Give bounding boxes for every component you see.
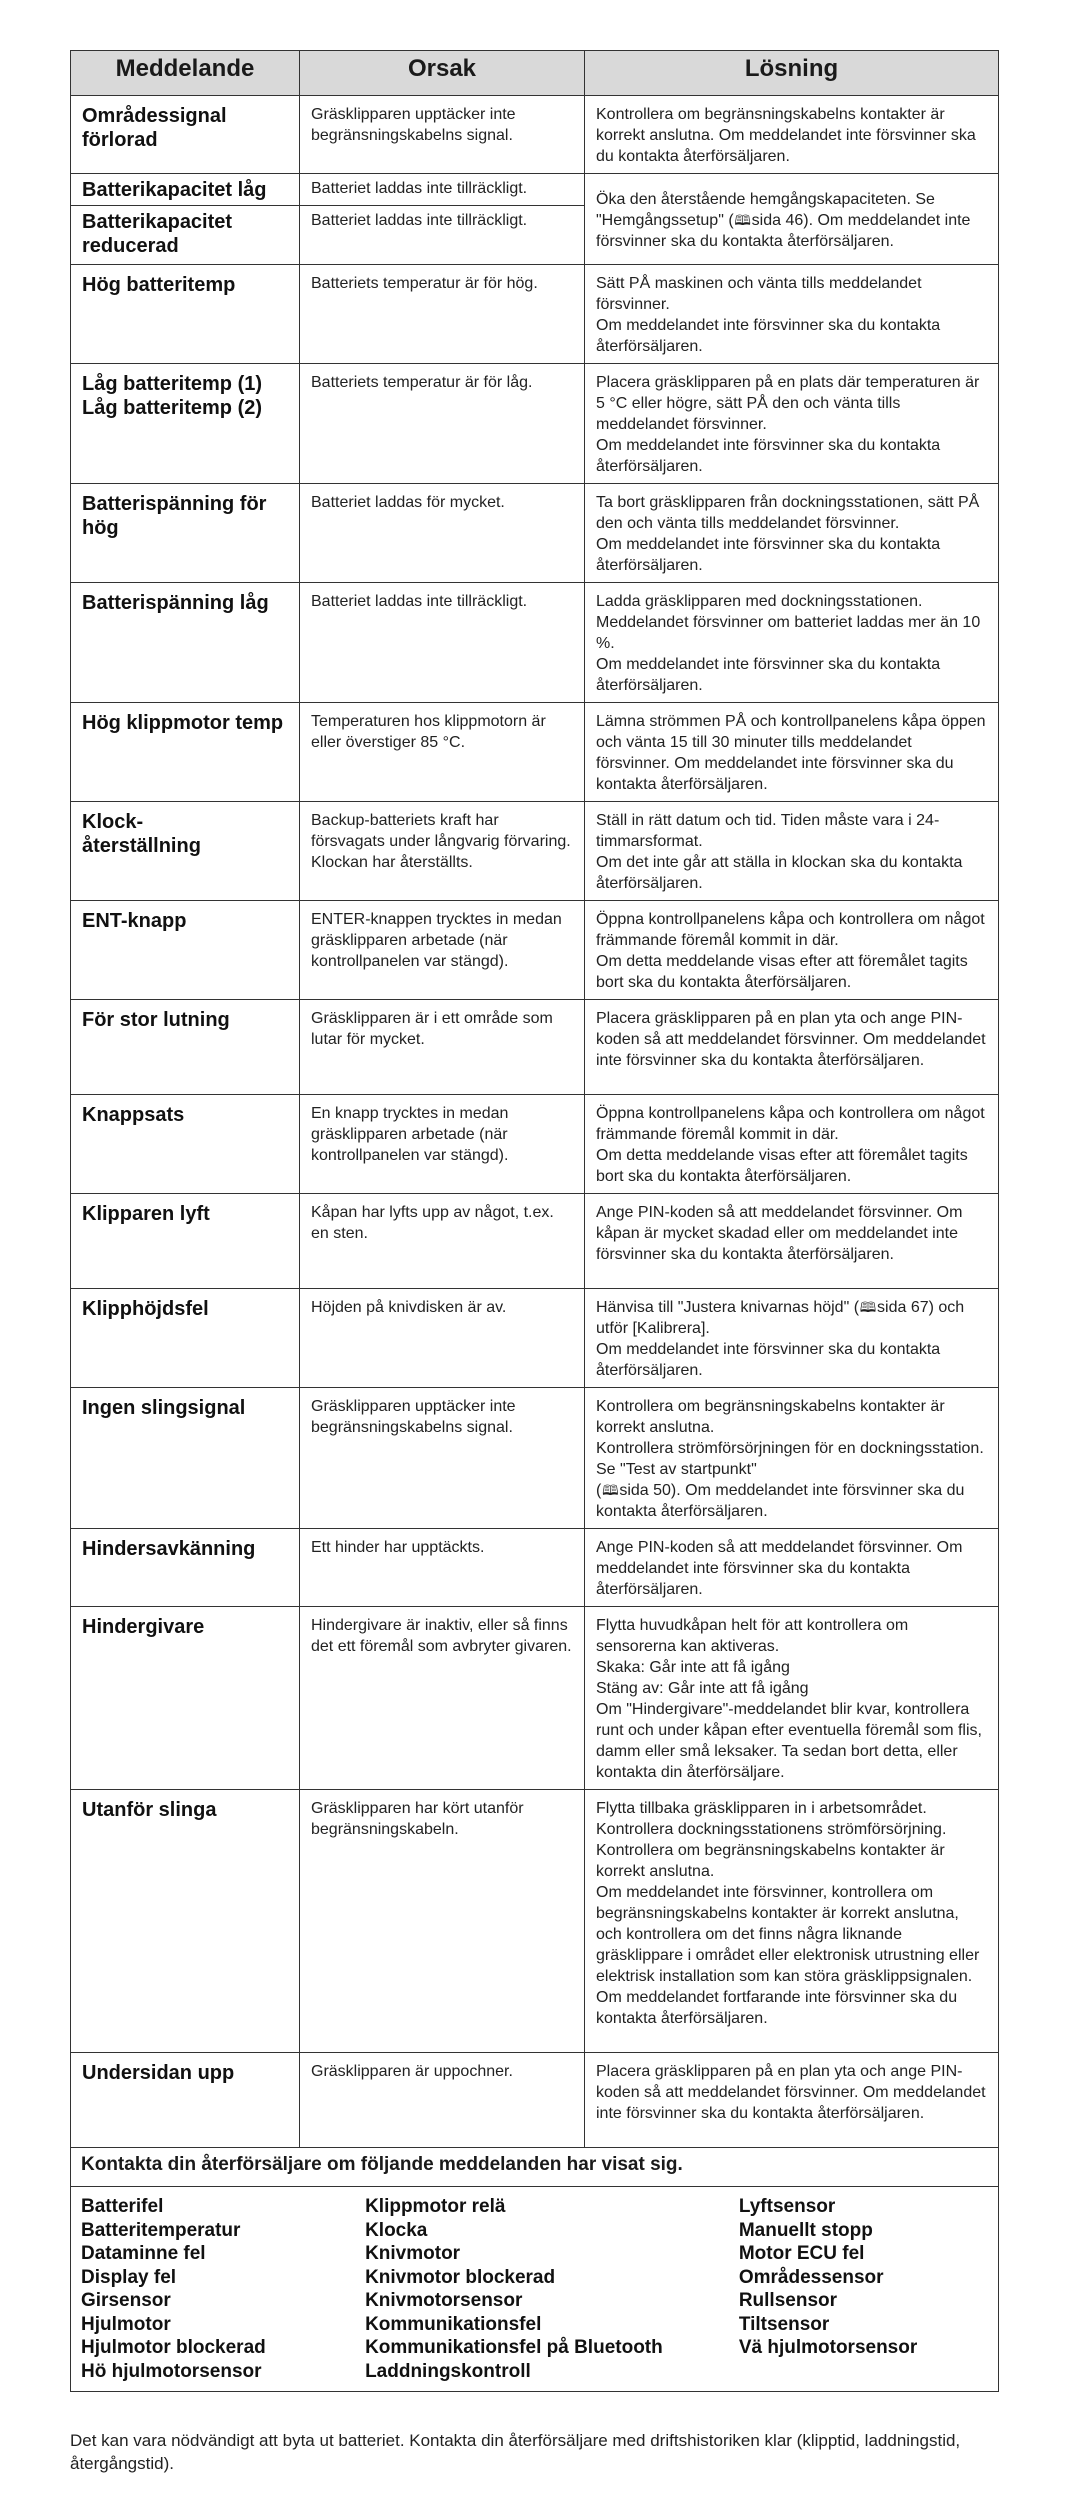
table-row xyxy=(71,1529,999,1607)
message-solution: Placera gräsklipparen på en plats där temperaturen är 5 °C eller högre, sätt PÅ den och vänta tills meddelandet försvinner. Om meddelandet inte försvinner ska du kontakta återförsäljaren. xyxy=(585,364,999,484)
table-row xyxy=(71,1000,999,1095)
message-solution: Öppna kontrollpanelens kåpa och kontrollera om något främmande föremål kommit in där. Om detta meddelande visas efter att föremålet tagits bort ska du kontakta återförsäljaren. xyxy=(585,1095,999,1194)
message-name: Batterikapacitet reducerad xyxy=(71,206,300,265)
book-icon: 🕮 xyxy=(734,211,751,228)
contact-heading-row xyxy=(71,2148,999,2187)
list-item: Vä hjulmotorsensor xyxy=(738,2337,918,2358)
list-item: Knivmotorsensor xyxy=(365,2290,523,2311)
list-item: Tiltsensor xyxy=(738,2313,830,2335)
header-solution: Lösning xyxy=(585,51,999,96)
table-row xyxy=(71,364,999,484)
table-row xyxy=(71,265,999,364)
list-item: Dataminne fel xyxy=(81,2243,206,2264)
message-cause: Gräsklipparen är i ett område som lutar för mycket. xyxy=(300,1000,585,1095)
message-solution: Sätt PÅ maskinen och vänta tills meddelandet försvinner. Om meddelandet inte försvinner ska du kontakta återförsäljaren. xyxy=(585,265,999,364)
list-item: Motor ECU fel xyxy=(738,2243,865,2264)
table-row xyxy=(71,1790,999,2053)
message-solution: Öka den återstående hemgångskapaciteten. Se "Hemgångssetup" (🕮sida 46). Om meddelandet inte försvinner ska du kontakta återförsäljaren. xyxy=(585,174,999,265)
message-solution: Kontrollera om begränsningskabelns kontakter är korrekt anslutna. Kontrollera strömförsörjningen för en dockningsstation. Se "Test av startpunkt" (🕮sida 50). Om meddelandet inte försvinner ska du kontakta återförsäljaren. xyxy=(585,1388,999,1529)
message-name: Batterispänning låg xyxy=(71,583,300,703)
message-cause: Gräsklipparen har kört utanför begränsningskabeln. xyxy=(300,1790,585,2053)
list-item: Klocka xyxy=(365,2219,428,2241)
list-item: Knivmotor blockerad xyxy=(365,2266,556,2288)
list-item: Knivmotor xyxy=(365,2243,461,2264)
list-item: Klippmotor relä xyxy=(365,2196,506,2217)
message-name: Låg batteritemp (1) Låg batteritemp (2) xyxy=(71,364,300,484)
table-row xyxy=(71,901,999,1000)
contact-lists xyxy=(71,2187,999,2392)
message-name: Hög klippmotor temp xyxy=(71,703,300,802)
message-cause: ENTER-knappen trycktes in medan gräsklipparen arbetade (när kontrollpanelen var stängd). xyxy=(300,901,585,1000)
message-solution: Ta bort gräsklipparen från dockningsstationen, sätt PÅ den och vänta tills meddelandet försvinner. Om meddelandet inte försvinner ska du kontakta återförsäljaren. xyxy=(585,484,999,583)
message-name: Batterispänning för hög xyxy=(71,484,300,583)
table-row xyxy=(71,1388,999,1529)
message-name: Hindersavkänning xyxy=(71,1529,300,1607)
message-cause: Hindergivare är inaktiv, eller så finns det ett föremål som avbryter givaren. xyxy=(300,1607,585,1790)
list-item: Batterifel xyxy=(81,2196,164,2217)
table-row xyxy=(71,703,999,802)
message-cause: Batteriet laddas inte tillräckligt. xyxy=(300,583,585,703)
table-row xyxy=(71,802,999,901)
message-name: Knappsats xyxy=(71,1095,300,1194)
message-table xyxy=(70,50,999,2392)
message-cause: Batteriet laddas för mycket. xyxy=(300,484,585,583)
message-name: Batterikapacitet låg xyxy=(71,174,300,206)
table-row xyxy=(71,96,999,174)
message-cause: Batteriets temperatur är för hög. xyxy=(300,265,585,364)
list-item: Hö hjulmotorsensor xyxy=(81,2360,262,2382)
list-item: Batteritemperatur xyxy=(81,2219,241,2241)
list-item: Laddningskontroll xyxy=(365,2360,531,2382)
contact-list-1 xyxy=(81,2195,365,2383)
table-row xyxy=(71,1095,999,1194)
list-item: Områdessensor xyxy=(738,2266,884,2288)
contact-list-3 xyxy=(739,2195,988,2383)
message-cause: Gräsklipparen upptäcker inte begränsningskabelns signal. xyxy=(300,96,585,174)
message-solution: Ställ in rätt datum och tid. Tiden måste vara i 24-timmarsformat. Om det inte går att ställa in klockan ska du kontakta återförsäljaren. xyxy=(585,802,999,901)
contact-list-row xyxy=(71,2187,999,2392)
table-row xyxy=(71,1289,999,1388)
list-item: Girsensor xyxy=(81,2290,171,2311)
message-name: ENT-knapp xyxy=(71,901,300,1000)
table-row xyxy=(71,2053,999,2148)
list-item: Manuellt stopp xyxy=(738,2219,873,2241)
book-icon: 🕮 xyxy=(602,1482,619,1498)
message-solution: Ange PIN-koden så att meddelandet försvinner. Om meddelandet inte försvinner ska du kontakta återförsäljaren. xyxy=(585,1529,999,1607)
message-cause: Kåpan har lyfts upp av något, t.ex. en sten. xyxy=(300,1194,585,1289)
message-name: För stor lutning xyxy=(71,1000,300,1095)
message-name: Hindergivare xyxy=(71,1607,300,1790)
list-item: Rullsensor xyxy=(738,2290,838,2311)
list-item: Kommunikationsfel på Bluetooth xyxy=(365,2337,663,2358)
list-item: Lyftsensor xyxy=(738,2196,836,2217)
contact-list-2 xyxy=(365,2195,739,2383)
header-message: Meddelande xyxy=(71,51,300,96)
list-item: Display fel xyxy=(81,2266,177,2288)
message-solution: Ange PIN-koden så att meddelandet försvinner. Om kåpan är mycket skadad eller om meddelandet inte försvinner ska du kontakta återförsäljaren. xyxy=(585,1194,999,1289)
list-item: Hjulmotor xyxy=(81,2313,171,2335)
message-solution: Placera gräsklipparen på en plan yta och ange PIN-koden så att meddelandet försvinner. Om meddelandet inte försvinner ska du kontakta återförsäljaren. xyxy=(585,2053,999,2148)
message-solution: Kontrollera om begränsningskabelns kontakter är korrekt anslutna. Om meddelandet inte försvinner ska du kontakta återförsäljaren. xyxy=(585,96,999,174)
message-solution: Öppna kontrollpanelens kåpa och kontrollera om något främmande föremål kommit in där. Om detta meddelande visas efter att föremålet tagits bort ska du kontakta återförsäljaren. xyxy=(585,901,999,1000)
message-name: Områdessignal förlorad xyxy=(71,96,300,174)
message-cause: Gräsklipparen upptäcker inte begränsningskabelns signal. xyxy=(300,1388,585,1529)
message-name: Klock- återställning xyxy=(71,802,300,901)
message-name: Klipparen lyft xyxy=(71,1194,300,1289)
book-icon: 🕮 xyxy=(859,1299,877,1315)
message-cause: Batteriets temperatur är för låg. xyxy=(300,364,585,484)
table-row xyxy=(71,583,999,703)
message-cause: Höjden på knivdisken är av. xyxy=(300,1289,585,1388)
message-solution: Flytta tillbaka gräsklipparen in i arbetsområdet. Kontrollera dockningsstationens strömförsörjning. Kontrollera om begränsningskabelns kontakter är korrekt anslutna. Om meddelandet inte försvinner, kontrollera om begränsningskabelns kontakter är korrekt anslutna, och kontrollera om det finns några liknande gräsklippare i området eller elektronisk utrustning eller elektrisk installation som kan störa gräsklippsignalen. Om meddelandet fortfarande inte försvinner ska du kontakta återförsäljaren. xyxy=(585,1790,999,2053)
header-cause: Orsak xyxy=(300,51,585,96)
message-cause: Ett hinder har upptäckts. xyxy=(300,1529,585,1607)
message-name: Utanför slinga xyxy=(71,1790,300,2053)
list-item: Hjulmotor blockerad xyxy=(81,2337,266,2358)
message-name: Hög batteritemp xyxy=(71,265,300,364)
message-name: Undersidan upp xyxy=(71,2053,300,2148)
message-cause: Gräsklipparen är uppochner. xyxy=(300,2053,585,2148)
list-item: Kommunikationsfel xyxy=(365,2313,542,2335)
message-cause: Batteriet laddas inte tillräckligt. xyxy=(300,174,585,206)
table-row xyxy=(71,484,999,583)
footer-note: Det kan vara nödvändigt att byta ut batteriet. Kontakta din återförsäljare med driftshistoriken klar (klipptid, laddningstid, återgångstid). xyxy=(70,2431,961,2473)
table-row xyxy=(71,1194,999,1289)
contact-heading: Kontakta din återförsäljare om följande meddelanden har visat sig. xyxy=(71,2148,999,2187)
message-solution: Hänvisa till "Justera knivarnas höjd" (🕮sida 67) och utför [Kalibrera]. Om meddelandet inte försvinner ska du kontakta återförsäljaren. xyxy=(585,1289,999,1388)
message-solution: Placera gräsklipparen på en plan yta och ange PIN-koden så att meddelandet försvinner. Om meddelandet inte försvinner ska du kontakta återförsäljaren. xyxy=(585,1000,999,1095)
message-solution: Lämna strömmen PÅ och kontrollpanelens kåpa öppen och vänta 15 till 30 minuter tills meddelandet försvinner. Om meddelandet inte försvinner ska du kontakta återförsäljaren. xyxy=(585,703,999,802)
message-solution: Flytta huvudkåpan helt för att kontrollera om sensorerna kan aktiveras. Skaka: Går inte att få igång Stäng av: Går inte att få igång Om "Hindergivare"-meddelandet blir kvar, kontrollera runt och under kåpan efter eventuella föremål som flis, damm eller små leksaker. Ta sedan bort detta, eller kontakta din återförsäljare. xyxy=(585,1607,999,1790)
table-header-row xyxy=(71,51,999,96)
table-row xyxy=(71,174,999,206)
table-row xyxy=(71,1607,999,1790)
message-cause: Batteriet laddas inte tillräckligt. xyxy=(300,206,585,265)
message-cause: Backup-batteriets kraft har försvagats under långvarig förvaring. Klockan har återställts. xyxy=(300,802,585,901)
message-name: Ingen slingsignal xyxy=(71,1388,300,1529)
troubleshooting-page xyxy=(70,50,998,2392)
message-cause: Temperaturen hos klippmotorn är eller överstiger 85 °C. xyxy=(300,703,585,802)
message-cause: En knapp trycktes in medan gräsklipparen arbetade (när kontrollpanelen var stängd). xyxy=(300,1095,585,1194)
message-name: Klipphöjdsfel xyxy=(71,1289,300,1388)
message-solution: Ladda gräsklipparen med dockningsstationen. Meddelandet försvinner om batteriet laddas mer än 10 %. Om meddelandet inte försvinner ska du kontakta återförsäljaren. xyxy=(585,583,999,703)
